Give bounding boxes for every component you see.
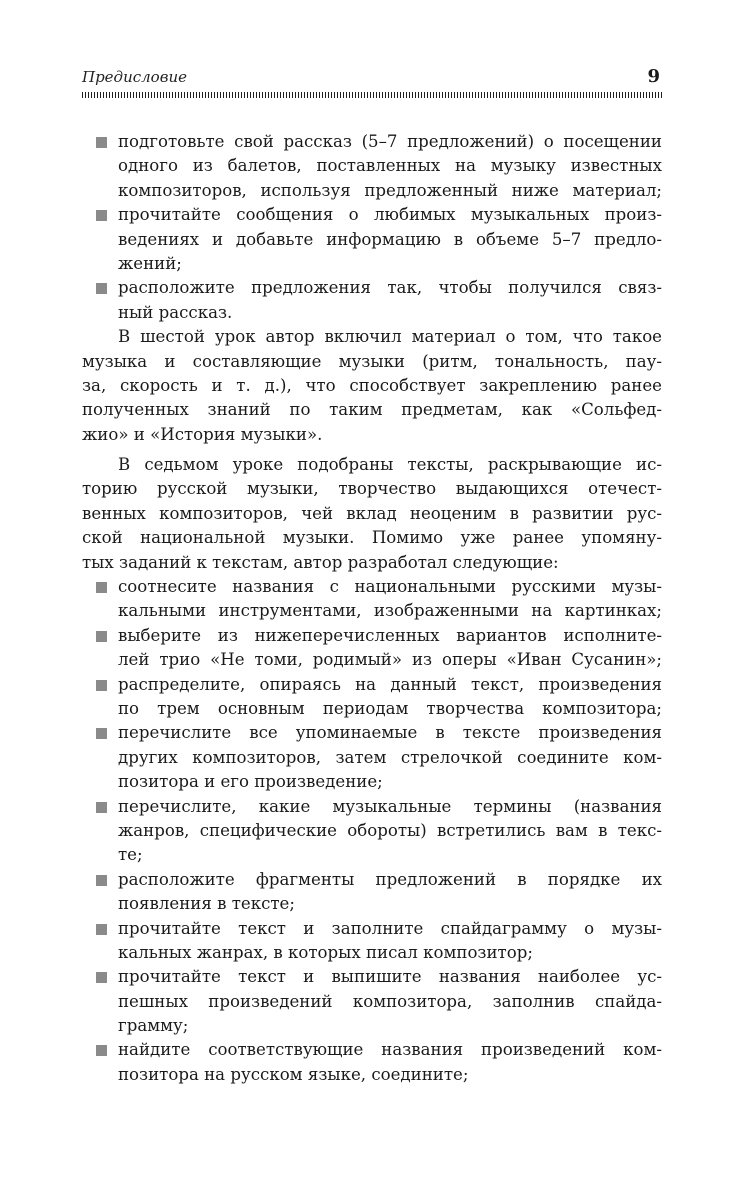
- bullet-square-icon: [96, 680, 107, 691]
- bullet-line: перечислите, какие музыкальные термины (названия: [82, 795, 662, 819]
- text-line: лей трио «Не томи, родимый» из оперы «Иван Сусанин»;: [118, 650, 662, 670]
- page-body: [82, 130, 662, 1087]
- text-line: жений;: [118, 253, 182, 273]
- text-line: за, скорость и т. д.), что способствует закреплению ранее: [82, 375, 662, 395]
- text-line: позитора и его произведение;: [118, 772, 383, 792]
- text-line: позитора на русском языке, соедините;: [118, 1064, 469, 1084]
- text-line: пешных произведений композитора, заполнив спайда-: [118, 991, 662, 1011]
- paragraph-first-line: В седьмом уроке подобраны тексты, раскрывающие ис-: [118, 455, 662, 475]
- text-line: ской национальной музыки. Помимо уже ранее упомяну-: [82, 528, 662, 548]
- bullet-square-icon: [96, 728, 107, 739]
- text-line: торию русской музыки, творчество выдающихся отечест-: [82, 479, 662, 499]
- bullet-line: соотнесите названия с национальными русскими музы-: [82, 575, 662, 599]
- text-line: композиторов, используя предложенный ниже материал;: [118, 180, 662, 200]
- bullet-square-icon: [96, 137, 107, 148]
- bullet-square-icon: [96, 582, 107, 593]
- book-page: [82, 66, 662, 1087]
- bullet-line: найдите соответствующие названия произведений ком-: [82, 1038, 662, 1062]
- text-line: кальными инструментами, изображенными на картинках;: [118, 601, 662, 621]
- bullet-line: прочитайте сообщения о любимых музыкальных произ-: [82, 203, 662, 227]
- text-line: тых заданий к текстам, автор разработал следующие:: [82, 552, 559, 572]
- running-header: [82, 66, 662, 88]
- text-line: ный рассказ.: [118, 302, 233, 322]
- bullet-square-icon: [96, 802, 107, 813]
- text-line: жанров, специфические обороты) встретились вам в текс-: [118, 820, 662, 840]
- bullet-line: подготовьте свой рассказ (5–7 предложений) о посещении: [82, 130, 662, 154]
- text-line: полученных знаний по таким предметам, как «Сольфед-: [82, 400, 662, 420]
- section-title: Предисловие: [82, 68, 187, 86]
- bullet-line: прочитайте текст и выпишите названия наиболее ус-: [82, 965, 662, 989]
- bullet-square-icon: [96, 210, 107, 221]
- bullet-square-icon: [96, 875, 107, 886]
- bullet-line: расположите предложения так, чтобы получился связ-: [82, 276, 662, 300]
- text-line: музыка и составляющие музыки (ритм, тональность, пау-: [82, 351, 662, 371]
- bullet-line: распределите, опираясь на данный текст, произведения: [82, 673, 662, 697]
- bullet-square-icon: [96, 1045, 107, 1056]
- text-line: жио» и «История музыки».: [82, 424, 323, 444]
- text-line: ведениях и добавьте информацию в объеме 5–7 предло-: [118, 229, 662, 249]
- text-line: одного из балетов, поставленных на музыку известных: [118, 156, 662, 176]
- header-rule: [82, 92, 662, 98]
- bullet-line: перечислите все упоминаемые в тексте произведения: [82, 721, 662, 745]
- text-line: по трем основным периодам творчества композитора;: [118, 698, 662, 718]
- bullet-line: расположите фрагменты предложений в порядке их: [82, 868, 662, 892]
- bullet-line: выберите из нижеперечисленных вариантов исполните-: [82, 624, 662, 648]
- text-line: грамму;: [118, 1016, 189, 1036]
- text-line: появления в тексте;: [118, 894, 295, 914]
- bullet-square-icon: [96, 924, 107, 935]
- text-line: других композиторов, затем стрелочкой соедините ком-: [118, 747, 662, 767]
- bullet-line: прочитайте текст и заполните спайдаграмму о музы-: [82, 917, 662, 941]
- text-line: кальных жанрах, в которых писал композитор;: [118, 942, 533, 962]
- page-number: 9: [647, 66, 660, 87]
- text-line: венных композиторов, чей вклад неоценим в развитии рус-: [82, 503, 662, 523]
- bullet-square-icon: [96, 283, 107, 294]
- text-line: те;: [118, 845, 143, 865]
- bullet-square-icon: [96, 631, 107, 642]
- bullet-square-icon: [96, 972, 107, 983]
- paragraph-first-line: В шестой урок автор включил материал о том, что такое: [118, 327, 662, 347]
